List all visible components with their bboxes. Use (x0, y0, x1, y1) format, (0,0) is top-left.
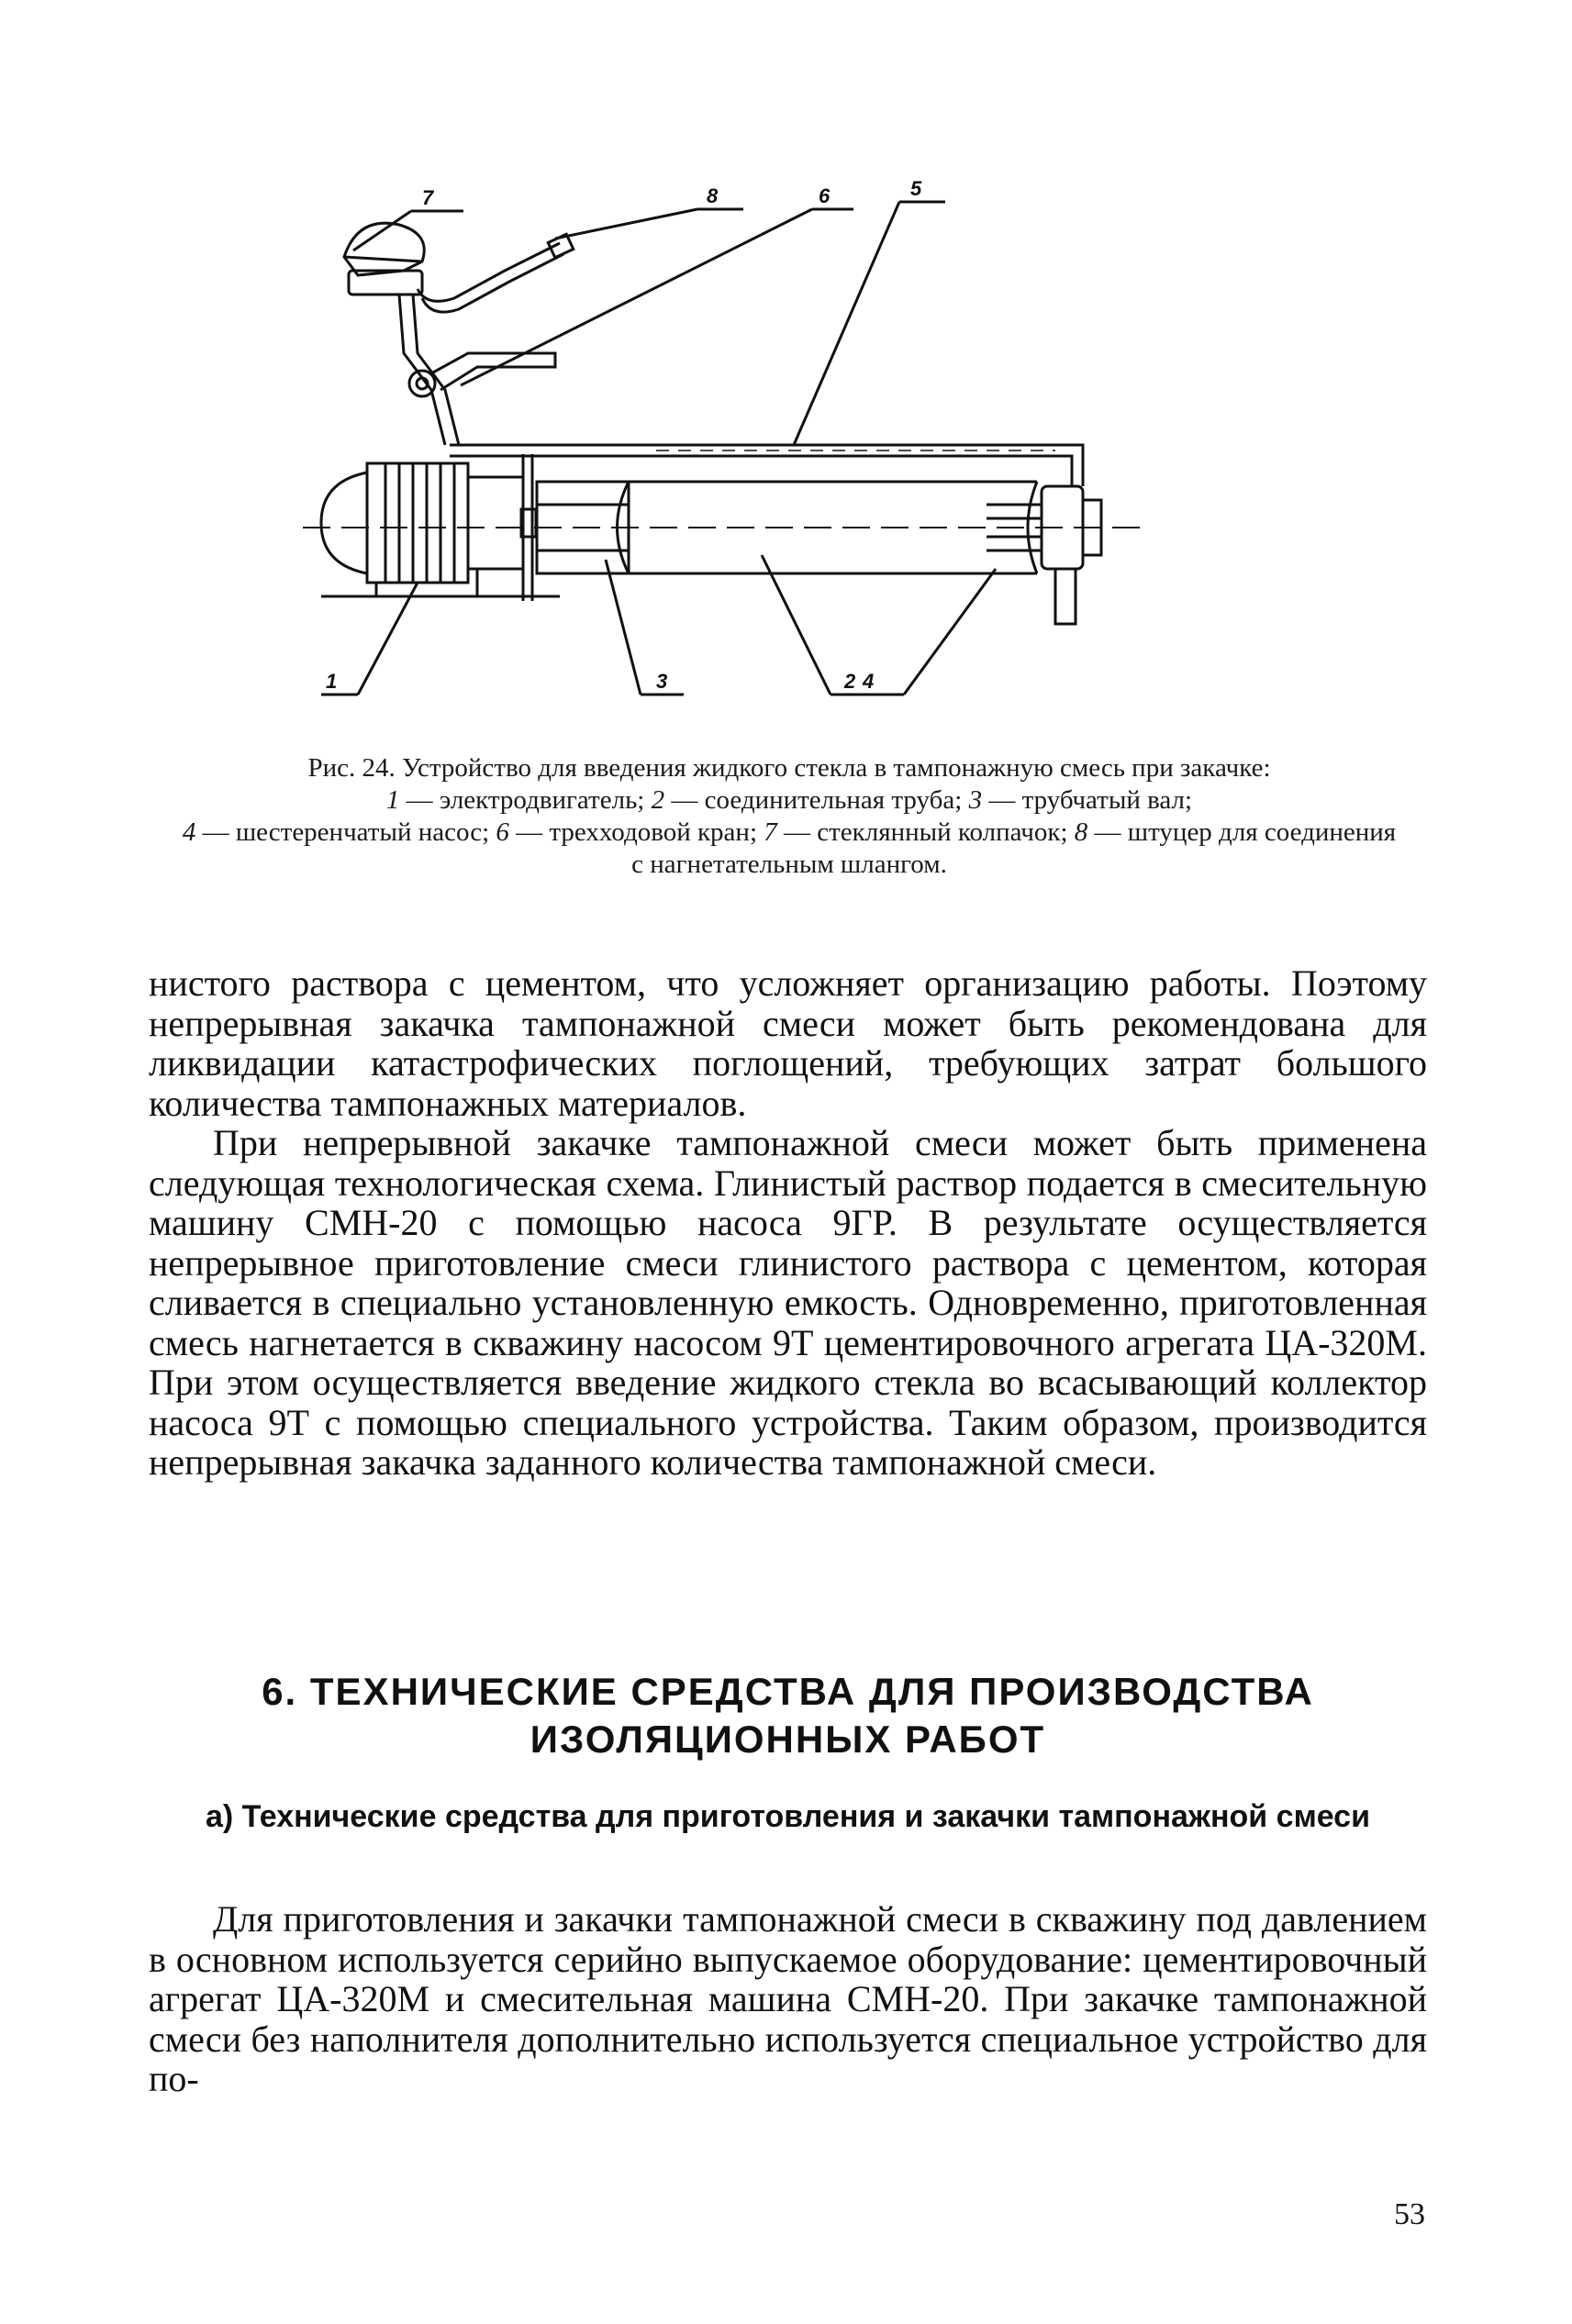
legend-num-1: 1 (385, 785, 400, 815)
legend-text-7: — стеклянный колпачок; (776, 817, 1075, 847)
leader-6 (461, 209, 812, 385)
legend-text-8: — штуцер для соединения с нагнетательным шлангом. (631, 817, 1397, 879)
callout-2: 2 (844, 670, 856, 693)
legend-text-6: — трехходовой кран; (508, 817, 764, 847)
paragraph-technology-scheme: При непрерывной закачке тампонажной смеси может быть применена следующая технологическая схема. Глинистый раствор подается в смесительную машину СМН-20 с помощью насоса 9ГР. В результате осуществляется непрерывное приготовление смеси глинистого раствора с цементом, которая сливается в специально установленную емкость. Одновременно, приготовленная смесь нагнетается в скважину насосом 9Т цементировочного агрегата ЦА-320М. При этом осуществляется введение жидкого стекла во всасывающий коллектор насоса 9Т с помощью специального устройства. Таким образом, производится непрерывная закачка заданного количества тампонажной смеси. (149, 1122, 1427, 1483)
legend-num-3: 3 (968, 785, 983, 815)
leader-3 (606, 560, 641, 695)
callout-5: 5 (910, 177, 922, 200)
callout-3: 3 (656, 670, 668, 693)
callout-4: 4 (863, 670, 875, 693)
legend-num-2: 2 (651, 785, 665, 815)
body-text-bottom (149, 1899, 1427, 2099)
legend-text-2: — соединительная труба; (664, 785, 969, 815)
page-number: 53 (1394, 2197, 1425, 2231)
device-diagram (303, 170, 1331, 702)
legend-text-3: — трубчатый вал; (982, 785, 1193, 815)
section-heading: 6. ТЕХНИЧЕСКИЕ СРЕДСТВА ДЛЯ ПРОИЗВОДСТВА ИЗОЛЯЦИОННЫХ РАБОТ (262, 1670, 1314, 1761)
paragraph-continuation: нистого раствора с цементом, что усложняет организацию работы. Поэтому непрерывная закачка тампонажной смеси может быть рекомендована для ликвидации катастрофических поглощений, требующих затрат большого количества тампонажных материалов. (149, 962, 1427, 1124)
caption-legend (174, 784, 1404, 881)
three-way-valve (409, 371, 435, 396)
legend-num-7: 7 (764, 817, 777, 847)
callout-6: 6 (819, 184, 831, 207)
caption-title: Рис. 24. Устройство для введения жидкого стекла в тампонажную смесь при закачке: (307, 753, 1271, 783)
legend-num-6: 6 (496, 817, 509, 847)
legend-text-1: — электродвигатель; (399, 785, 652, 815)
callout-1: 1 (326, 670, 338, 693)
legend-text-4: — шестеренчатый насос; (195, 817, 496, 847)
leader-5 (794, 202, 899, 445)
callout-7: 7 (422, 186, 434, 209)
paragraph-equipment: Для приготовления и закачки тампонажной смеси в скважину под давлением в основном используется серийно выпускаемое оборудование: цементировочный агрегат ЦА-320М и смесительная машина СМН-20. При закачке тампонажной смеси без наполнителя дополнительно используется специальное устройство для по- (149, 1898, 1427, 2099)
leader-2 (762, 555, 831, 695)
body-text-top (149, 963, 1427, 1483)
leader-1 (358, 583, 418, 695)
leader-4 (904, 569, 996, 695)
callout-8: 8 (707, 184, 719, 207)
legend-num-8: 8 (1074, 817, 1088, 847)
device-figure (303, 170, 1331, 702)
leader-8 (555, 209, 697, 239)
subsection-heading: а) Технические средства для приготовления и закачки тампонажной смеси (206, 1799, 1370, 1834)
legend-num-4: 4 (182, 817, 196, 847)
figure-caption (174, 752, 1404, 881)
